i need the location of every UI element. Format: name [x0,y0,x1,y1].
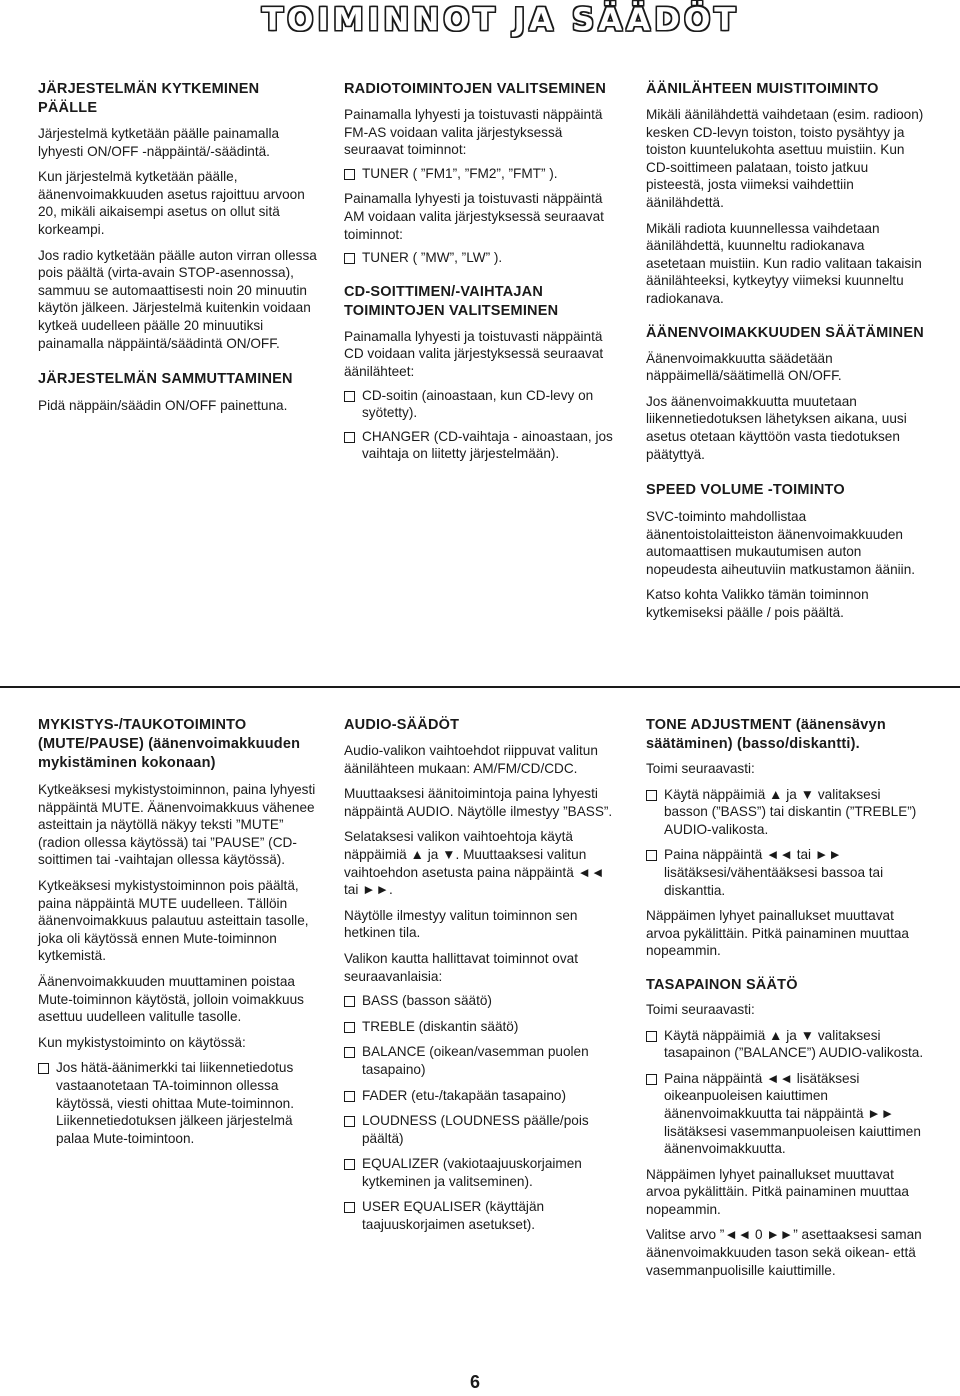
section-source-memory [646,80,924,622]
section-mute [38,716,318,1147]
paragraph: Näppäimen lyhyet painallukset muuttavat arvoa pykälittäin. Pitkä painaminen muuttaa nopeammin. [646,1166,909,1217]
checkbox-bullet-icon [646,1031,657,1042]
heading-audio: AUDIO-SÄÄDÖT [344,717,460,733]
paragraph: Painamalla lyhyesti ja toistuvasti näppäintä FM-AS voidaan valita järjestyksessä seuraavat toiminnot: [344,107,603,158]
heading-radio-functions: RADIOTOIMINTOJEN VALITSEMINEN [344,81,606,97]
page-number: 6 [470,1372,481,1392]
heading-tone-adjustment: TONE ADJUSTMENT (äänensävyn säätäminen) (basso/diskantti). [646,717,886,752]
paragraph: Audio-valikon vaihtoehdot riippuvat valitun äänilähteen mukaan: AM/FM/CD/CDC. [344,743,598,776]
bullet-item: EQUALIZER (vakiotaajuuskorjaimen kytkeminen ja valitseminen). [344,1155,622,1190]
paragraph: Kytkeäksesi mykistystoiminnon, paina lyhyesti näppäintä MUTE. Äänenvoimakkuus vähenee asteittain ja näytöllä näkyy teksti ”MUTE” (radion ollessa käytössä) tai ”PAUSE” (CD-soittimen tai -vaihtajan ollessa käytössä). [38,782,316,868]
paragraph: Pidä näppäin/säädin ON/OFF painettuna. [38,398,288,414]
paragraph: Muuttaaksesi äänitoimintoja paina lyhyesti näppäintä AUDIO. Näytölle ilmestyy ”BASS”. [344,786,613,819]
bullet-item: TUNER ( ”FM1”, ”FM2”, ”FMT” ). [344,165,620,183]
paragraph: Mikäli radiota kuunnellessa vaihdetaan äänilähdettä, kuunneltu radiokanava asetetaan muistiin. Kun radio valitaan takaisin äänilähteeksi, kytkeytyy viimeksi kuunneltu radiokanava. [646,220,922,306]
paragraph: Järjestelmä kytketään päälle painamalla lyhyesti ON/OFF -näppäintä/-säädintä. [38,126,280,159]
paragraph: Äänenvoimakkuuden muuttaminen poistaa Mute-toiminnon käytöstä, jolloin voimakkuus asettuu uudelleen valitulle tasolle. [38,973,304,1025]
paragraph: Valitse arvo ”◄◄ 0 ►►” asettaaksesi saman äänenvoimakkuuden tason sekä oikean- että vasemmanpuolisille kaiuttimille. [646,1227,922,1278]
heading-mute: MYKISTYS-/TAUKOTOIMINTO (MUTE/PAUSE) (äänenvoimakkuuden mykistäminen kokonaan) [38,717,301,771]
section-radio-select [344,80,620,463]
bullet-item: FADER (etu-/takapään tasapaino) [344,1087,622,1105]
paragraph: Painamalla lyhyesti ja toistuvasti näppäintä AM voidaan valita järjestyksessä seuraavat toiminnot: [344,191,604,242]
bullet-item: TUNER ( ”MW”, ”LW” ). [344,249,620,267]
checkbox-bullet-icon [344,253,355,264]
paragraph: Toimi seuraavasti: [646,1001,755,1017]
paragraph: Toimi seuraavasti: [646,761,755,776]
heading-power-on: JÄRJESTELMÄN KYTKEMINEN PÄÄLLE [38,81,260,116]
bullet-item: USER EQUALISER (käyttäjän taajuuskorjaimen asetukset). [344,1198,622,1233]
checkbox-bullet-icon [646,1074,657,1085]
bullet-item: CHANGER (CD-vaihtaja - ainoastaan, jos vaihtaja on liitetty järjestelmään). [344,428,620,463]
heading-power-off: JÄRJESTELMÄN SAMMUTTAMINEN [38,371,293,388]
bullet-item: Käytä näppäimiä ▲ ja ▼ valitaksesi tasapainon (”BALANCE”) AUDIO-valikosta. [646,1027,924,1062]
heading-speed-volume: SPEED VOLUME -TOIMINTO [646,482,845,499]
bullet-item: CD-soitin (ainoastaan, kun CD-levy on syötetty). [344,387,620,422]
bullet-item: Paina näppäintä ◄◄ lisätäksesi oikeanpuoleisen kaiuttimen äänenvoimakkuutta tai näppäintä ►► lisätäksesi vasemmanpuoleisen kaiuttimen äänenvoimakkuutta. [646,1070,924,1158]
heading-source-memory: ÄÄNILÄHTEEN MUISTITOIMINTO [646,81,879,97]
checkbox-bullet-icon [646,790,657,801]
bullet-item: LOUDNESS (LOUDNESS päälle/pois päältä) [344,1112,622,1147]
bullet-item: Käytä näppäimiä ▲ ja ▼ valitaksesi basson (”BASS”) tai diskantin (”TREBLE”) AUDIO-valikosta. [646,786,924,839]
paragraph: Äänenvoimakkuutta säädetään näppäimellä/säätimellä ON/OFF. [646,350,842,384]
checkbox-bullet-icon [344,432,355,443]
section-tone [646,716,924,1279]
paragraph: Painamalla lyhyesti ja toistuvasti näppäintä CD voidaan valita järjestyksessä seuraavat äänilähteet: [344,328,604,379]
section-system-power [38,80,318,415]
paragraph: Selataksesi valikon vaihtoehtoja käytä näppäimiä ▲ ja ▼. Muuttaaksesi valitun vaihtoehdon asetusta paina näppäintä ◄◄ tai ►►. [344,829,605,898]
heading-balance: TASAPAINON SÄÄTÖ [646,976,798,993]
checkbox-bullet-icon [344,169,355,180]
heading-cd-functions: CD-SOITTIMEN/-VAIHTAJAN TOIMINTOJEN VALITSEMINEN [344,283,559,319]
heading-volume: ÄÄNENVOIMAKKUUDEN SÄÄTÄMINEN [646,324,924,341]
paragraph: Kun mykistystoiminto on käytössä: [38,1034,246,1050]
section-divider [0,686,960,688]
section-audio [344,716,622,1234]
checkbox-bullet-icon [344,1116,355,1127]
page-title: TOIMINNOT JA SÄÄDÖT [262,2,740,38]
checkbox-bullet-icon [646,850,657,861]
checkbox-bullet-icon [344,1159,355,1170]
paragraph: Jos äänenvoimakkuutta muutetaan liikennetiedotuksen lähetyksen aikana, uusi asetus otetaan käyttöön vasta tiedotuksen päätyttyä. [646,393,907,462]
bullet-item: Paina näppäintä ◄◄ tai ►► lisätäksesi/vähentääksesi bassoa tai diskanttia. [646,846,924,899]
checkbox-bullet-icon [344,1022,355,1033]
checkbox-bullet-icon [344,1047,355,1058]
checkbox-bullet-icon [344,1202,355,1213]
bullet-item: BALANCE (oikean/vasemman puolen tasapaino) [344,1043,622,1078]
checkbox-bullet-icon [344,996,355,1007]
checkbox-bullet-icon [38,1063,49,1074]
bullet-item: Jos hätä-äänimerkki tai liikennetiedotus vastaanotetaan TA-toiminnon ollessa käytössä, viesti ohittaa Mute-toiminnon. Liikennetiedotuksen jälkeen järjestelmä palaa Mute-toimintoon. [38,1059,318,1147]
paragraph: Näytölle ilmestyy valitun toiminnon sen hetkinen tila. [344,907,578,941]
checkbox-bullet-icon [344,391,355,402]
checkbox-bullet-icon [344,1091,355,1102]
paragraph: Kun järjestelmä kytketään päälle, äänenvoimakkuuden asetus rajoittuu arvoon 20, mikäli aikaisempi asetus on ollut sitä korkeampi. [38,169,305,237]
paragraph: Valikon kautta hallittavat toiminnot ovat seuraavanlaisia: [344,950,578,984]
paragraph: Näppäimen lyhyet painallukset muuttavat arvoa pykälittäin. Pitkä painaminen muuttaa nopeammin. [646,908,909,959]
paragraph: SVC-toiminto mahdollistaa äänentoistolaitteiston äänenvoimakkuuden automaattisen mukautumisen auton nopeudesta aiheutuviin matkustamon ääniin. [646,509,916,577]
paragraph: Katso kohta Valikko tämän toiminnon kytkemiseksi päälle / pois päältä. [646,587,869,621]
paragraph: Kytkeäksesi mykistystoiminnon pois päältä, paina näppäintä MUTE uudelleen. Tällöin äänenvoimakkuus palautuu asteittain tasolle, joka oli käytössä ennen Mute-toiminnon kytkemistä. [38,877,309,964]
paragraph: Mikäli äänilähdettä vaihdetaan (esim. radioon) kesken CD-levyn toiston, toisto pysähtyy ja toiston kuuntelukohta asettuu muistiin. Kun CD-soittimeen palataan, toisto jatkuu pisteestä, josta viimeksi vaihdettiin äänilähdettä. [646,107,924,210]
paragraph: Jos radio kytketään päälle auton virran ollessa pois päältä (virta-avain STOP-asennossa), sammuu se automaattisesti noin 20 minuutin käytön jälkeen. Järjestelmä kuitenkin voidaan kytkeä uudelleen päälle 20 minuutiksi painamalla näppäintä/säädintä ON/OFF. [38,247,317,351]
bullet-item: BASS (basson säätö) [344,992,622,1010]
bullet-item: TREBLE (diskantin säätö) [344,1018,622,1036]
